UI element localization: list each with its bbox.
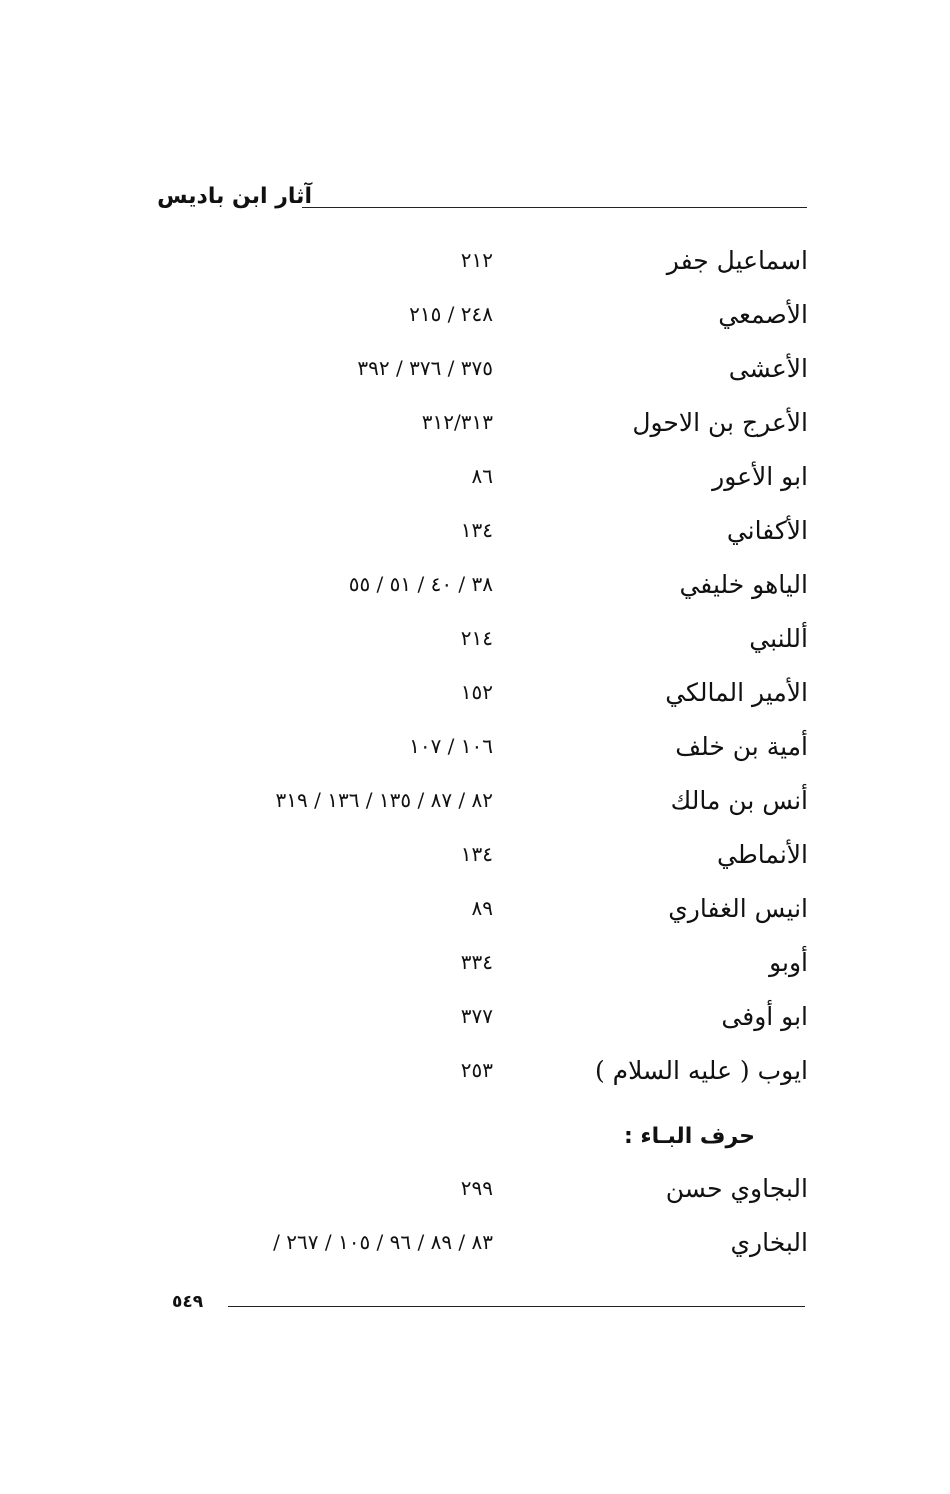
index-entry — [0, 678, 950, 718]
entry-pages: ٨٦ — [471, 464, 493, 488]
entry-pages: ٣١٢/٣١٣ — [421, 410, 493, 434]
index-entry — [0, 786, 950, 826]
entry-name: الياهو خليفي — [679, 570, 808, 599]
index-entry — [0, 948, 950, 988]
entry-pages: ٨٣ / ٨٩ / ٩٦ / ١٠٥ / ٢٦٧ / — [273, 1230, 493, 1254]
entry-name: اسماعيل جفر — [666, 246, 808, 275]
entry-name: ايوب ( عليه السلام ) — [594, 1056, 808, 1085]
entry-pages: ٢٥٣ — [460, 1058, 493, 1082]
entry-pages: ١٠٦ / ١٠٧ — [409, 734, 493, 758]
entry-name: البخاري — [730, 1228, 808, 1257]
entry-pages: ٣٧٧ — [460, 1004, 493, 1028]
entry-name: البجاوي حسن — [665, 1174, 808, 1203]
entry-name: أوبو — [769, 948, 808, 977]
running-header-title: آثار ابن باديس — [157, 184, 312, 209]
section-heading: حرف البـاء : — [623, 1124, 755, 1149]
entry-pages: ١٣٤ — [460, 842, 493, 866]
index-entry — [0, 1228, 950, 1268]
entry-pages: ٨٩ — [471, 896, 493, 920]
index-entry — [0, 408, 950, 448]
entry-name: أمية بن خلف — [675, 732, 808, 761]
entry-name: الأكفاني — [726, 516, 808, 545]
index-entry — [0, 300, 950, 340]
index-entry — [0, 354, 950, 394]
index-entry — [0, 732, 950, 772]
header-rule — [302, 207, 807, 208]
index-entry — [0, 462, 950, 502]
footer-rule — [228, 1306, 805, 1307]
entry-name: انيس الغفاري — [668, 894, 808, 923]
index-entry — [0, 1174, 950, 1214]
entry-name: أللنبي — [749, 624, 808, 653]
index-entry — [0, 894, 950, 934]
entry-name: الأنماطي — [717, 840, 808, 869]
entry-pages: ٢١٤ — [460, 626, 493, 650]
entry-name: ابو أوفى — [721, 1002, 808, 1031]
index-entry — [0, 1056, 950, 1096]
entry-pages: ٣٧٥ / ٣٧٦ / ٣٩٢ — [357, 356, 493, 380]
entry-pages: ١٣٤ — [460, 518, 493, 542]
entry-pages: ٢٤٨ / ٢١٥ — [409, 302, 493, 326]
index-entry — [0, 246, 950, 286]
entry-pages: ١٥٢ — [460, 680, 493, 704]
index-entry — [0, 570, 950, 610]
entry-pages: ٢١٢ — [460, 248, 493, 272]
entry-pages: ٨٢ / ٨٧ / ١٣٥ / ١٣٦ / ٣١٩ — [275, 788, 493, 812]
page-number: ٥٤٩ — [172, 1292, 204, 1312]
index-entry — [0, 516, 950, 556]
entry-name: الأصمعي — [718, 300, 808, 329]
entry-name: الأعرج بن الاحول — [632, 408, 808, 437]
entry-pages: ٣٣٤ — [460, 950, 493, 974]
index-entry — [0, 624, 950, 664]
index-entry — [0, 1002, 950, 1042]
entry-pages: ٣٨ / ٤٠ / ٥١ / ٥٥ — [348, 572, 493, 596]
entry-name: ابو الأعور — [712, 462, 808, 491]
entry-name: الأمير المالكي — [665, 678, 808, 707]
entry-name: الأعشى — [728, 354, 808, 383]
entry-name: أنس بن مالك — [670, 786, 808, 815]
index-entry — [0, 840, 950, 880]
entry-pages: ٢٩٩ — [460, 1176, 493, 1200]
